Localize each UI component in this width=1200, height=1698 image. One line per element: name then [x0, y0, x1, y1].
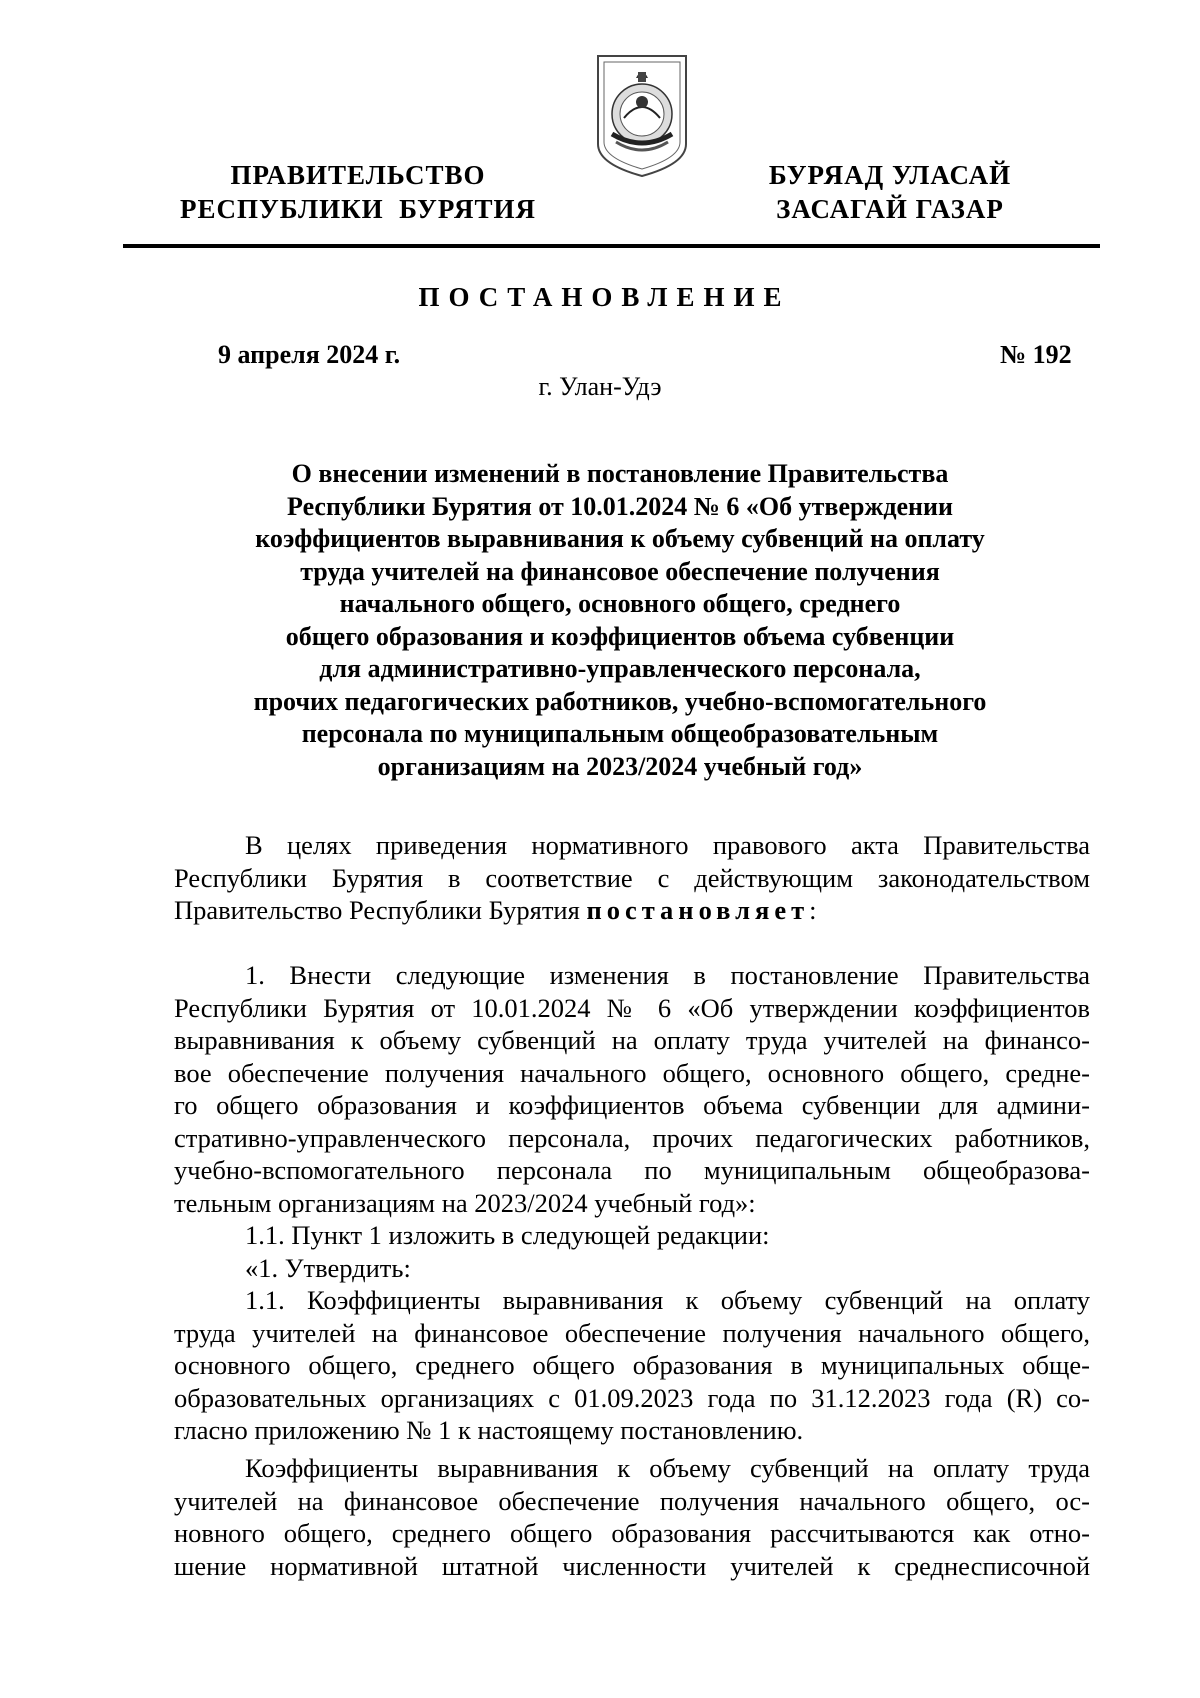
body-line: 1. Внести следующие изменения в постановление Правительства [245, 960, 1090, 990]
body-line: Республики Бурятия от 10.01.2024 № 6 «Об утверждении коэффициентов [174, 992, 1090, 1023]
document-type: ПОСТАНОВЛЕНИЕ [418, 282, 791, 312]
subject-line: для административно-управленческого персонала, [319, 654, 921, 683]
subject-line: прочих педагогических работников, учебно-вспомогательного [253, 686, 987, 716]
document-city: г. Улан-Удэ [538, 372, 662, 401]
subject-line: начального общего, основного общего, среднего [339, 589, 901, 618]
org-bua-line1: БУРЯАД УЛАСАЙ [768, 160, 1012, 190]
org-ru-line2: РЕСПУБЛИКИ БУРЯТИЯ [179, 194, 537, 224]
body-line: Коэффициенты выравнивания к объему субвенций на оплату труда [245, 1453, 1090, 1483]
body-line: учебно-вспомогательного персонала по муниципальным общеобразова- [174, 1155, 1090, 1185]
org-name-buryat [735, 158, 1045, 226]
body-line: 1.1. Коэффициенты выравнивания к объему субвенций на оплату [245, 1285, 1090, 1315]
body-line: Республики Бурятия в соответствие с действующим законодательством [174, 862, 1090, 893]
preamble-text: Правительство Республики Бурятия [174, 895, 587, 925]
body-line: «1. Утвердить: [245, 1252, 411, 1283]
preamble-paragraph [174, 829, 1090, 927]
subject-line: О внесении изменений в постановление Правительства [291, 459, 949, 488]
body-line: гласно приложению № 1 к настоящему постановлению. [174, 1415, 804, 1445]
body-line: 1.1. Пункт 1 изложить в следующей редакции: [245, 1220, 770, 1250]
org-name-russian [168, 158, 548, 226]
clause-paragraph [174, 959, 1090, 1447]
body-line: новного общего, среднего общего образования рассчитываются как отно- [174, 1518, 1090, 1548]
decree-verb: постановляет [586, 895, 810, 925]
subject-line: организациям на 2023/2024 учебный год» [377, 751, 863, 781]
body-line [174, 894, 1090, 927]
body-line: выравнивания к объему субвенций на оплату труда учителей на финансо- [174, 1025, 1090, 1055]
body-line: основного общего, среднего общего образования в муниципальных обще- [174, 1350, 1090, 1380]
header-divider [123, 244, 1100, 248]
document-number: № 192 [1000, 340, 1072, 369]
coefficients-paragraph [174, 1452, 1090, 1582]
body-line: учителей на финансовое обеспечение получения начального общего, ос- [174, 1485, 1090, 1516]
document-subject [170, 458, 1070, 783]
org-ru-line1: ПРАВИТЕЛЬСТВО [230, 160, 486, 190]
subject-line: коэффициентов выравнивания к объему субвенций на оплату [255, 524, 985, 553]
subject-line: персонала по муниципальным общеобразовательным [301, 719, 939, 748]
coat-of-arms-icon [594, 52, 690, 180]
body-line: вое обеспечение получения начального общего, основного общего, средне- [174, 1057, 1090, 1088]
document-date: 9 апреля 2024 г. [218, 340, 401, 369]
body-line: го общего образования и коэффициентов объема субвенции для админи- [174, 1090, 1090, 1120]
body-line: В целях приведения нормативного правового акта Правительства [245, 830, 1090, 860]
body-line: стративно-управленческого персонала, прочих педагогических работников, [174, 1122, 1090, 1153]
body-line: шение нормативной штатной численности учителей к среднесписочной [174, 1550, 1090, 1581]
body-line: тельным организациям на 2023/2024 учебный год»: [174, 1187, 756, 1218]
preamble-colon: : [809, 895, 817, 925]
body-line: образовательных организациях с 01.09.2023 года по 31.12.2023 года (R) со- [174, 1382, 1090, 1413]
subject-line: труда учителей на финансовое обеспечение получения [300, 556, 940, 586]
body-line: труда учителей на финансовое обеспечение получения начального общего, [174, 1317, 1090, 1348]
subject-line: Республики Бурятия от 10.01.2024 № 6 «Об утверждении [287, 491, 953, 521]
org-bua-line2: ЗАСАГАЙ ГАЗАР [776, 194, 1004, 224]
subject-line: общего образования и коэффициентов объема субвенции [285, 621, 955, 651]
